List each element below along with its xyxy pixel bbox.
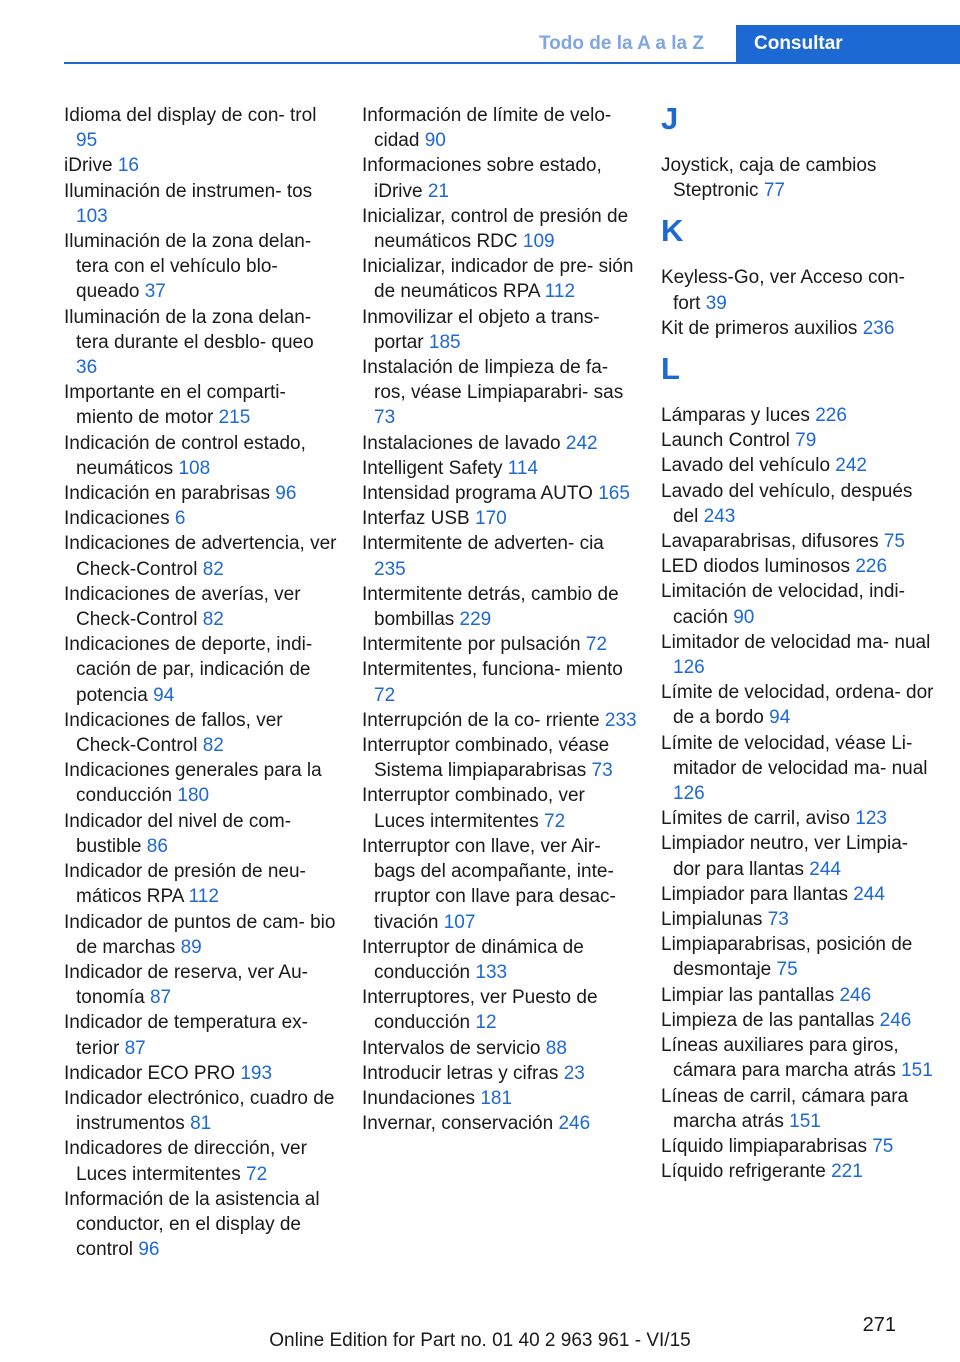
index-entry [362,935,637,985]
index-entry [661,831,936,881]
index-entry [661,1159,936,1184]
index-entry [661,983,936,1008]
page-link[interactable]: 37 [144,281,166,303]
index-entry-text: Interruptor combinado, ver Luces intermitentes [362,785,585,832]
index-entry [661,680,936,730]
page-link[interactable]: 86 [146,835,168,857]
index-entry [64,431,339,481]
index-entry-text: Limpiador neutro, ver Limpia- dor para llantas [661,833,909,880]
index-entry-text: Indicadores de dirección, ver Luces intermitentes [64,1138,307,1185]
page-link[interactable]: 246 [558,1113,591,1135]
index-entry [661,554,936,579]
index-entry-text: Indicaciones generales para la conducción [64,760,322,807]
index-entry [661,806,936,831]
index-entry [362,431,637,456]
page-number: 271 [862,1314,896,1336]
page-link[interactable]: 73 [591,760,613,782]
index-entry [661,907,936,932]
index-entry-text: Inicializar, control de presión de neumáticos RDC [362,205,629,253]
index-entry [362,1036,637,1061]
index-entry [362,355,637,431]
index-entry [64,859,339,909]
index-entry-text: Limitador de velocidad ma- nual [661,631,931,653]
page-link[interactable]: 75 [776,959,798,981]
index-entry-text: Indicación de control estado, neumáticos [64,432,306,479]
index-entry-text: Indicador de reserva, ver Au- tonomía [64,961,308,1009]
index-entry [661,265,936,315]
index-entry-text: Limpiaparabrisas, posición de desmontaje [661,934,913,981]
index-entry-text: Indicaciones de averías, ver Check-Control [64,583,301,631]
index-entry [362,632,637,657]
page-link[interactable]: 151 [901,1060,933,1082]
index-entry [362,657,637,707]
page-link[interactable]: 185 [428,331,461,353]
index-column-2 [362,103,637,1136]
index-entry-text: iDrive [64,155,113,177]
index-entry [64,179,339,229]
index-entry-text: Limpiar las pantallas [661,984,835,1006]
index-entry [362,153,637,203]
index-entry [64,153,339,178]
index-entry-text: Invernar, conservación [362,1113,554,1135]
index-entry [661,403,936,428]
index-entry [661,579,936,629]
page-link[interactable]: 112 [544,281,576,303]
index-entry-text: Limitación de velocidad, indi- cación [661,581,905,628]
index-entry [64,531,339,581]
index-entry-text: Iluminación de la zona delan- tera con el vehículo blo- queado [64,231,312,303]
page-link[interactable]: 89 [180,936,202,958]
index-entry-text: Idioma del display de con- trol [64,105,317,126]
index-entry [362,733,637,783]
index-entry [661,428,936,453]
page-link[interactable]: 73 [374,407,396,429]
index-entry-text: Límite de velocidad, véase Li- mitador de velocidad ma- nual [661,732,928,779]
page-link[interactable]: 215 [218,407,251,429]
index-entry-text: LED diodos luminosos [661,556,851,578]
page-link[interactable]: 96 [275,483,297,505]
index-entry [64,809,339,859]
page-link[interactable]: 23 [563,1062,585,1084]
index-entry-text: Intelligent Safety [362,457,503,479]
index-entry-text: Lavaparabrisas, difusores [661,531,879,553]
page-link[interactable]: 16 [117,155,139,177]
page-link[interactable]: 243 [703,505,736,527]
index-entry [64,758,339,808]
index-entry-text: Informaciones sobre estado, iDrive [362,155,602,202]
page-link[interactable]: 126 [673,783,705,805]
page-link[interactable]: 126 [673,657,705,679]
index-entry-text: Interfaz USB [362,508,470,530]
index-entry [362,103,637,153]
page-link[interactable]: 36 [76,357,98,379]
index-entry-text: Limpiador para llantas [661,883,848,905]
index-entry [661,153,936,203]
page-link[interactable]: 233 [604,709,637,731]
page-link[interactable]: 108 [178,457,211,479]
section-letter: K [661,213,684,249]
index-entry-text: Indicaciones de advertencia, ver Check-Control [64,533,337,580]
page-link[interactable]: 39 [705,292,727,314]
page-link[interactable]: 73 [767,909,789,931]
page-link[interactable]: 82 [202,609,224,631]
index-entry-text: Indicador del nivel de com- bustible [64,810,292,857]
index-entry [362,708,637,733]
index-entry-text: Lavado del vehículo, después del [661,480,913,527]
index-entry [661,630,936,680]
index-entry-text: Inicializar, indicador de pre- sión de neumáticos RPA [362,256,634,303]
tab-index[interactable]: Todo de la A a la Z [538,33,704,54]
index-entry [362,582,637,632]
page-link[interactable]: 246 [839,984,872,1006]
index-entry-text: Interruptores, ver Puesto de conducción [362,987,598,1034]
index-entry [362,834,637,935]
page-link[interactable]: 193 [240,1062,273,1084]
page-link[interactable]: 72 [585,634,608,656]
index-entry [661,479,936,529]
index-entry-text: Launch Control [661,430,790,452]
index-entry [64,481,339,506]
index-entry-text: Joystick, caja de cambios Steptronic [661,155,877,202]
index-entry [64,229,339,305]
index-entry [661,731,936,807]
index-entry-text: Líquido refrigerante [661,1161,826,1183]
page-link[interactable]: 180 [177,785,210,807]
index-entry [64,910,339,960]
index-entry-text: Intermitente detrás, cambio de bombillas [362,583,619,631]
index-entry-text: Lámparas y luces [661,405,810,427]
index-entry [661,316,936,341]
index-entry [362,1061,637,1086]
page-link[interactable]: 103 [76,205,108,227]
index-entry [661,1084,936,1134]
index-entry [661,1134,936,1159]
index-entry [362,456,637,481]
page-link[interactable]: 82 [202,735,224,757]
edition-footer: Online Edition for Part no. 01 40 2 963 961 - VI/15 [269,1330,691,1351]
index-entry-text: Intermitentes, funciona- miento [362,659,623,681]
page-link[interactable]: 90 [733,606,755,628]
page-link[interactable]: 133 [475,961,508,983]
page-link[interactable]: 95 [76,130,98,152]
index-entry-text: Información de límite de velo- cidad [362,105,612,152]
index-entry-text: Interruptor combinado, véase Sistema limpiaparabrisas [362,735,610,782]
page-link[interactable]: 87 [149,987,172,1009]
index-entry-text: Interruptor de dinámica de conducción [362,936,584,983]
page-link[interactable]: 109 [522,231,555,253]
index-entry [362,985,637,1035]
index-entry [362,204,637,254]
index-entry-text: Intensidad programa AUTO [362,483,593,505]
index-entry-text: Información de la asistencia al conductor, en el display de control [64,1188,320,1261]
index-entry [64,506,339,531]
page-link[interactable]: 21 [427,180,449,202]
page-link[interactable]: 72 [374,684,396,706]
section-letter: L [661,351,680,387]
page-link[interactable]: 6 [174,508,186,530]
page-link[interactable]: 77 [763,180,785,202]
index-entry [362,481,637,506]
index-entry [64,632,339,708]
page-link[interactable]: 88 [545,1037,567,1059]
index-entry [362,305,637,355]
index-entry-text: Keyless-Go, ver Acceso con- fort [661,267,905,314]
index-entry-text: Introducir letras y cifras [362,1062,559,1084]
index-entry [362,783,637,833]
page-link[interactable]: 226 [815,405,847,427]
page-link[interactable]: 236 [862,317,895,339]
index-entry-text: Indicaciones [64,508,170,530]
index-column-3 [661,103,936,1184]
index-entry [64,1136,339,1186]
index-entry [362,1086,637,1111]
index-entry [661,453,936,478]
page-link[interactable]: 87 [124,1037,146,1059]
index-entry [362,254,637,304]
index-entry-text: Indicador de presión de neu- máticos RPA [64,861,306,908]
page-link[interactable]: 226 [855,556,888,578]
index-entry-text: Intermitente de adverten- cia [362,533,604,555]
index-entry [661,1008,936,1033]
page-link[interactable]: 82 [202,558,224,580]
index-entry [64,708,339,758]
index-entry [64,305,339,381]
index-entry [64,960,339,1010]
index-entry-text: Inundaciones [362,1087,476,1109]
index-entry-text: Indicador de temperatura ex- terior [64,1012,308,1059]
page-link[interactable]: 242 [565,432,598,454]
page-link[interactable]: 94 [769,707,791,729]
page-link[interactable]: 96 [138,1239,160,1261]
index-entry-text: Líneas auxiliares para giros, cámara para marcha atrás [661,1035,899,1082]
index-entry-text: Inmovilizar el objeto a trans- portar [362,306,600,353]
index-entry-text: Indicador electrónico, cuadro de instrumentos [64,1087,335,1135]
index-entry-text: Indicador ECO PRO [64,1062,236,1084]
page-link[interactable]: 72 [246,1163,268,1185]
page-link[interactable]: 94 [153,684,175,706]
page-link[interactable]: 123 [855,808,887,830]
tab-consultar[interactable]: Consultar [736,25,960,62]
index-entry [64,103,339,153]
index-entry [64,1187,339,1263]
page-link[interactable]: 72 [544,810,566,832]
index-entry-text: Intermitente por pulsación [362,634,581,656]
page-link[interactable]: 90 [424,130,446,152]
index-entry-text: Limpialunas [661,909,763,931]
page-link[interactable]: 181 [480,1087,513,1109]
index-entry [661,932,936,982]
index-entry-text: Indicaciones de deporte, indi- cación de par, indicación de potencia [64,634,313,706]
page-link[interactable]: 242 [835,455,867,477]
index-entry [661,882,936,907]
index-entry-text: Líneas de carril, cámara para marcha atrás [661,1085,909,1132]
header-bar [64,25,960,64]
section-letter: J [661,101,679,136]
page-link[interactable]: 107 [443,911,476,933]
page-link[interactable]: 221 [831,1161,863,1183]
index-entry [64,1086,339,1136]
index-entry-text: Indicaciones de fallos, ver Check-Control [64,709,283,757]
index-entry [362,531,637,581]
page-link[interactable]: 229 [459,609,492,631]
index-entry-text: Límite de velocidad, ordena- dor de a bordo [661,682,934,729]
index-entry-text: Intervalos de servicio [362,1037,541,1059]
index-entry-text: Límites de carril, aviso [661,808,851,830]
index-entry-text: Kit de primeros auxilios [661,317,858,339]
index-entry [64,380,339,430]
page-link[interactable]: 170 [475,508,507,530]
page-link[interactable]: 75 [872,1135,894,1157]
page-link[interactable]: 151 [789,1110,821,1132]
index-column-1 [64,103,339,1262]
index-entry-text: Indicación en parabrisas [64,483,270,505]
page-link[interactable]: 246 [879,1009,912,1031]
index-entry-text: Iluminación de instrumen- tos [64,180,313,202]
index-entry-text: Limpieza de las pantallas [661,1009,875,1031]
index-entry [362,1111,637,1136]
index-entry-text: Instalaciones de lavado [362,432,561,454]
page-link[interactable]: 112 [188,886,219,908]
index-entry-text: Líquido limpiaparabrisas [661,1135,867,1157]
page-link[interactable]: 244 [809,858,841,880]
index-entry [64,1010,339,1060]
page-link[interactable]: 81 [190,1113,212,1135]
index-entry [661,529,936,554]
page-link[interactable]: 165 [598,483,630,505]
index-entry-text: Interruptor con llave, ver Air- bags del acompañante, inte- rruptor con llave para desac- tivación [362,835,616,933]
index-entry [64,582,339,632]
page-link[interactable]: 244 [853,883,885,905]
index-entry [64,1061,339,1086]
index-entry [362,506,637,531]
page-link[interactable]: 79 [795,430,817,452]
page-link[interactable]: 114 [507,457,539,479]
index-entry-text: Indicador de puntos de cam- bio de marchas [64,911,336,958]
page-link[interactable]: 12 [475,1012,497,1034]
index-entry-text: Interrupción de la co- rriente [362,709,600,731]
index-entry [661,1033,936,1083]
page-link[interactable]: 75 [883,531,905,553]
index-entry-text: Instalación de limpieza de fa- ros, véase Limpiaparabri- sas [362,357,624,404]
index-entry-text: Iluminación de la zona delan- tera durante el desblo- queo [64,306,314,353]
index-entry-text: Importante en el comparti- miento de motor [64,382,286,429]
index-entry-text: Lavado del vehículo [661,455,831,477]
page-link[interactable]: 235 [374,558,406,580]
